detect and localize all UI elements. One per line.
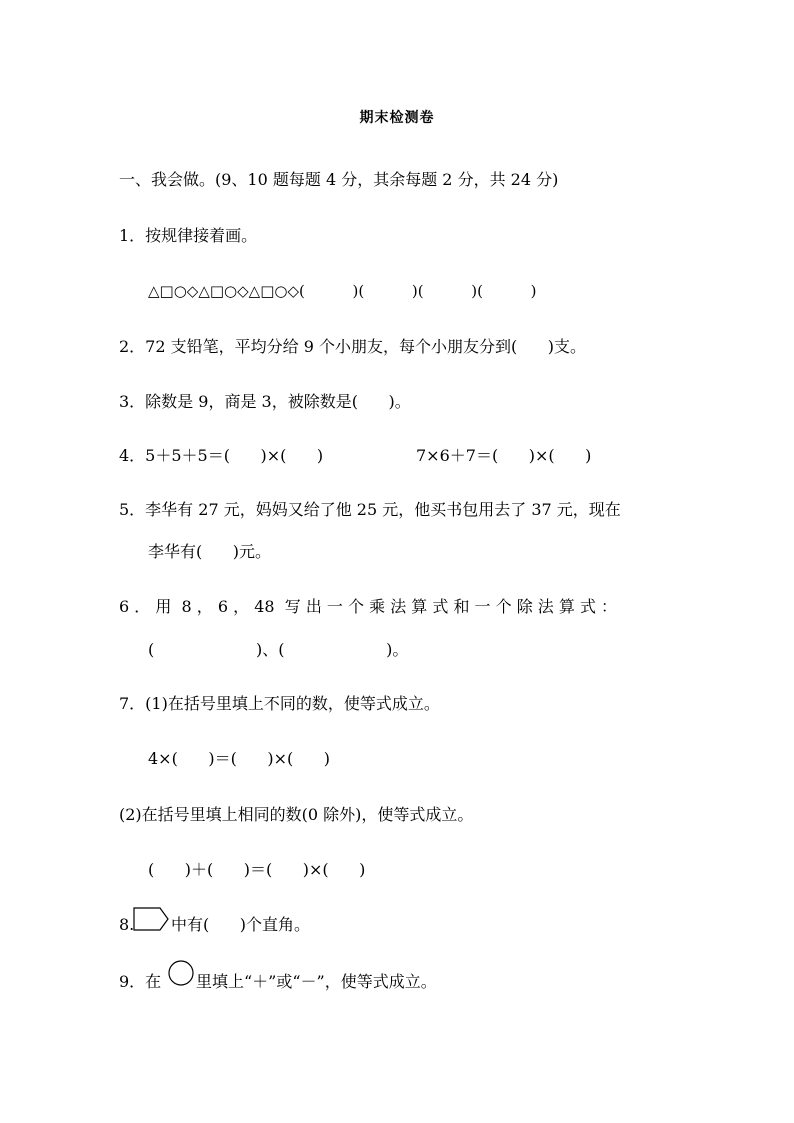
question-9-prefix: 9．在 [119,972,162,991]
question-7-part1: 7．(1)在括号里填上不同的数，使等式成立。 [119,694,440,713]
question-3-text: 3．除数是 9，商是 3，被除数是( )。 [119,392,411,411]
question-4-left: 4．5＋5＋5＝( )×( ) [119,446,324,465]
question-7-equation2: ( )＋( )＝( )×( ) [148,860,366,879]
question-6-line2: ( )、( )。 [148,640,409,659]
question-4-right: 7×6＋7＝( )×( ) [416,446,592,465]
question-6-line1: 6 ． 用 8 ， 6 ， 48 写 出 一 个 乘 法 算 式 和 一 个 除 法 算 式 ： [119,597,618,616]
question-7-part2: (2)在括号里填上相同的数(0 除外)，使等式成立。 [119,805,474,824]
question-7-equation1: 4×( )＝( )×( ) [148,749,330,768]
question-9-suffix: 里填上“＋”或“－”，使等式成立。 [196,972,437,991]
question-1-text: 1．按规律接着画。 [119,226,258,245]
question-5-line2: 李华有( )元。 [148,542,272,561]
pentagon-shape-icon [133,907,169,931]
question-1-pattern: △□○◇△□○◇△□○◇( )( )( )( ) [148,282,537,300]
circle-blank-icon [168,960,194,986]
page-title: 期末检测卷 [359,110,435,126]
question-8-number: 8. [119,915,135,934]
question-2-text: 2．72 支铅笔，平均分给 9 个小朋友，每个小朋友分到( )支。 [119,337,586,356]
question-8-text: 中有( )个直角。 [171,915,311,934]
section-1-header: 一、我会做。(9、10 题每题 4 分，其余每题 2 分，共 24 分) [119,170,559,189]
question-5-line1: 5．李华有 27 元，妈妈又给了他 25 元，他买书包用去了 37 元，现在 [119,500,621,519]
